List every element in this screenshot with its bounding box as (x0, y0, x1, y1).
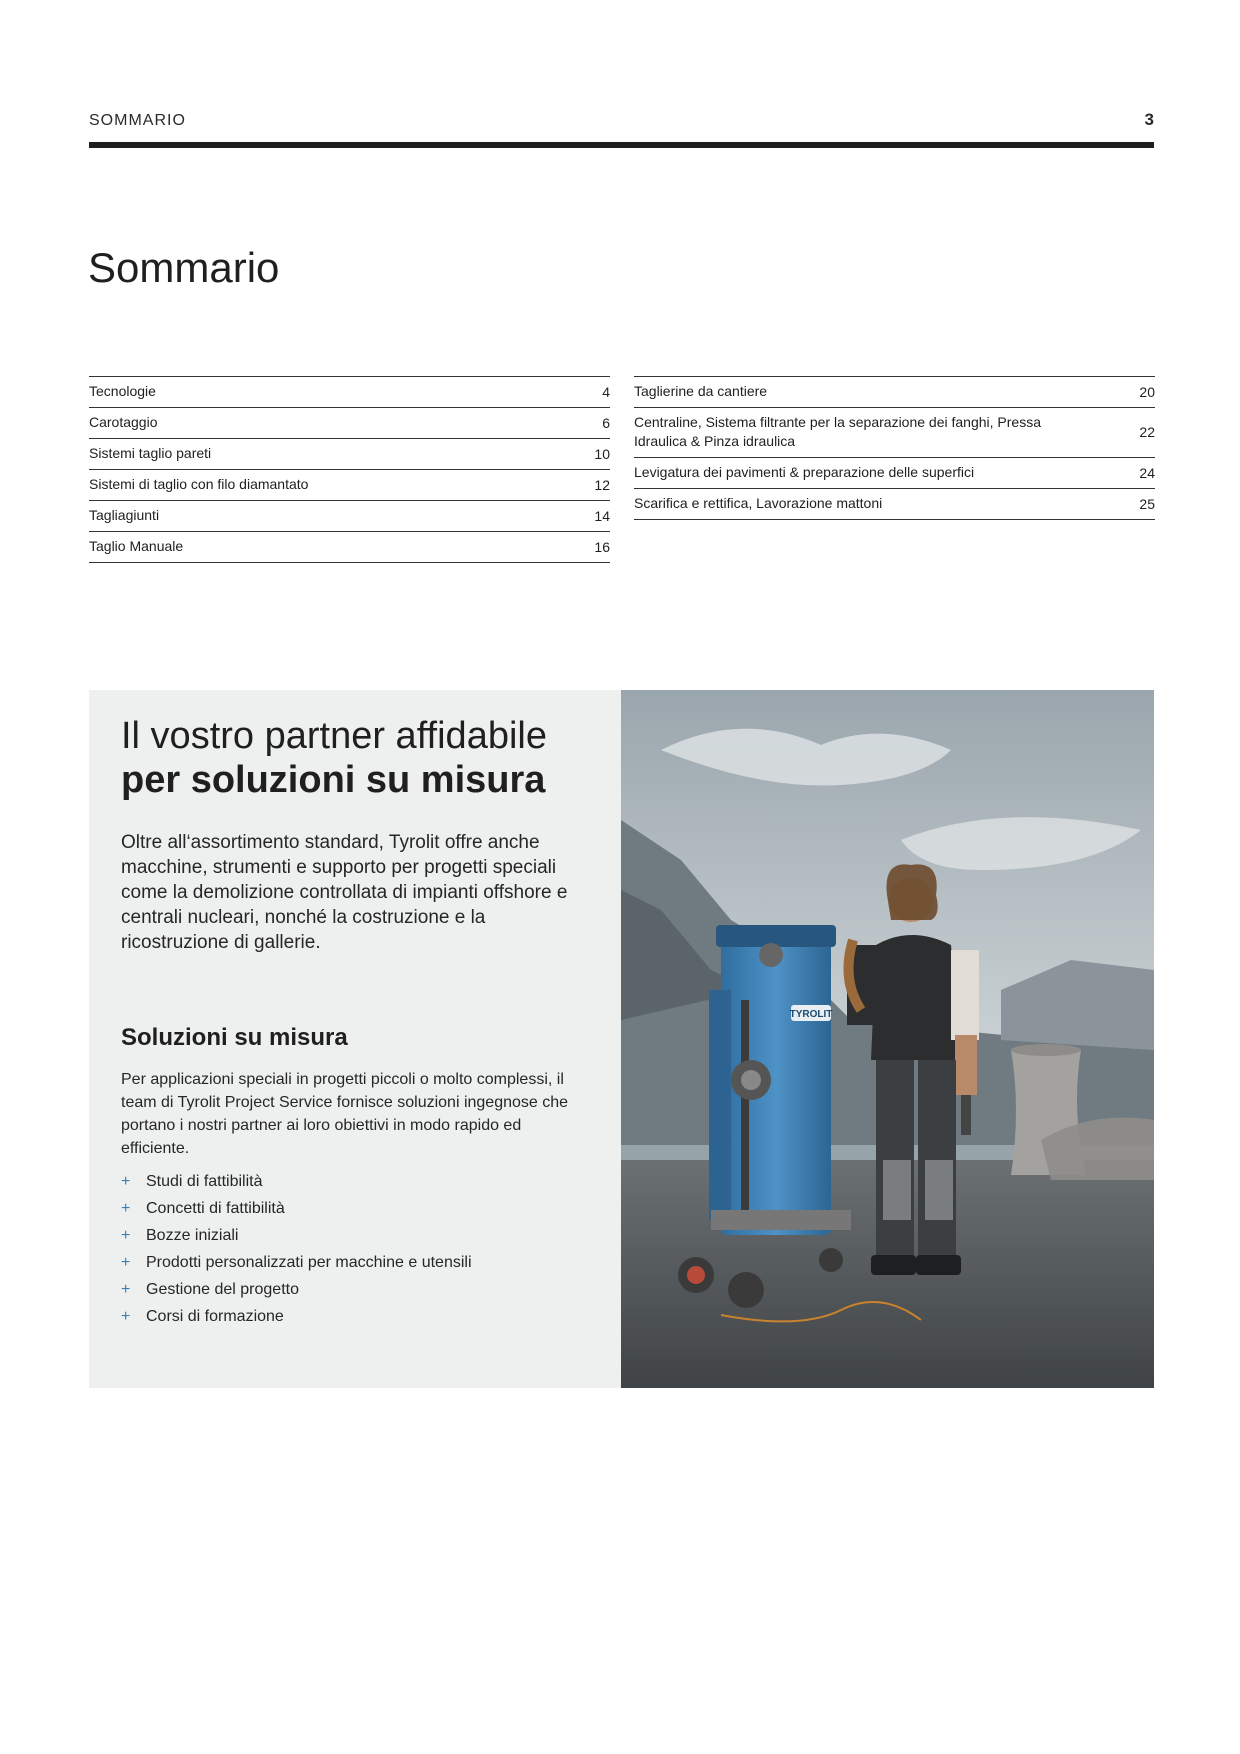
toc-entry[interactable] (89, 408, 610, 439)
toc-entry-page: 22 (1139, 424, 1155, 440)
list-item-label: Concetti di fattibilità (146, 1200, 285, 1217)
toc-entry-label: Tagliagiunti (89, 507, 160, 523)
panel-body-text: Per applicazioni speciali in progetti piccoli o molto complessi, il team di Tyrolit Project Service fornisce soluzioni ingegnose che portano i nostri partner ai loro obiettivi in modo rapido ed efficiente. (121, 1071, 569, 1157)
running-header-label: SOMMARIO (89, 112, 186, 129)
toc-entry[interactable] (634, 458, 1155, 489)
toc-entry-page: 14 (594, 507, 610, 524)
toc-entry[interactable] (634, 408, 1155, 458)
toc-entry-label: Taglierine da cantiere (634, 383, 768, 399)
plus-icon: + (121, 1173, 131, 1190)
toc-entry-label: Scarifica e rettifica, Lavorazione mattoni (634, 495, 883, 511)
page-number: 3 (1144, 110, 1154, 129)
machine-brand-label: TYROLIT (789, 1009, 833, 1020)
photo-illustration (621, 690, 1154, 1388)
plus-icon: + (121, 1308, 131, 1325)
toc-entry-page: 16 (594, 538, 610, 555)
toc-entry-label: Carotaggio (89, 414, 158, 430)
list-item (121, 1195, 472, 1222)
toc-entry[interactable] (89, 470, 610, 501)
services-list (121, 1168, 472, 1330)
list-item-label: Gestione del progetto (146, 1281, 299, 1298)
toc-entry-label: Taglio Manuale (89, 538, 184, 554)
toc-entry-label: Tecnologie (89, 383, 156, 399)
plus-icon: + (121, 1254, 131, 1271)
toc-entry-label: Sistemi taglio pareti (89, 445, 212, 461)
worker-machine-photo (621, 690, 1154, 1388)
toc-entry-page: 20 (1139, 383, 1155, 400)
plus-icon: + (121, 1227, 131, 1244)
toc-entry-page: 12 (594, 476, 610, 493)
list-item (121, 1303, 472, 1330)
list-item-label: Corsi di formazione (146, 1308, 284, 1325)
panel-subheading: Soluzioni su misura (121, 1024, 348, 1051)
list-item-label: Studi di fattibilità (146, 1173, 263, 1190)
panel-heading (121, 714, 547, 802)
list-item-label: Prodotti personalizzati per macchine e utensili (146, 1254, 472, 1271)
toc-entry-label: Sistemi di taglio con filo diamantato (89, 476, 309, 492)
list-item (121, 1168, 472, 1195)
plus-icon: + (121, 1200, 131, 1217)
toc-entry-label: Levigatura dei pavimenti & preparazione delle superfici (634, 464, 975, 480)
toc-entry-page: 4 (602, 383, 610, 400)
toc-entry-page: 10 (594, 445, 610, 462)
list-item (121, 1249, 472, 1276)
toc-left-column (89, 376, 610, 563)
toc-entry-page: 24 (1139, 464, 1155, 481)
toc-entry-label: Centraline, Sistema filtrante per la separazione dei fanghi, Pressa Idraulica & Pinza idraulica (634, 414, 1041, 449)
toc-entry-page: 25 (1139, 495, 1155, 512)
page-title: Sommario (88, 244, 280, 291)
toc-entry-page: 6 (602, 414, 610, 431)
list-item-label: Bozze iniziali (146, 1227, 239, 1244)
list-item (121, 1276, 472, 1303)
toc-entry[interactable] (89, 501, 610, 532)
panel-heading-line2: per soluzioni su misura (121, 759, 546, 801)
toc-entry[interactable] (634, 377, 1155, 408)
header-rule (89, 142, 1154, 148)
panel-intro-text: Oltre all‘assortimento standard, Tyrolit offre anche macchine, strumenti e supporto per progetti speciali come la demolizione controllata di impianti offshore e centrali nucleari, nonché la costruzione e la ricostruzione di gallerie. (121, 832, 568, 953)
toc-entry[interactable] (89, 377, 610, 408)
toc-entry[interactable] (634, 489, 1155, 520)
toc-right-column (634, 376, 1155, 520)
list-item (121, 1222, 472, 1249)
plus-icon: + (121, 1281, 131, 1298)
toc-entry[interactable] (89, 439, 610, 470)
feature-panel (89, 690, 621, 1388)
panel-heading-line1: Il vostro partner affidabile (121, 715, 547, 757)
toc-entry[interactable] (89, 532, 610, 563)
